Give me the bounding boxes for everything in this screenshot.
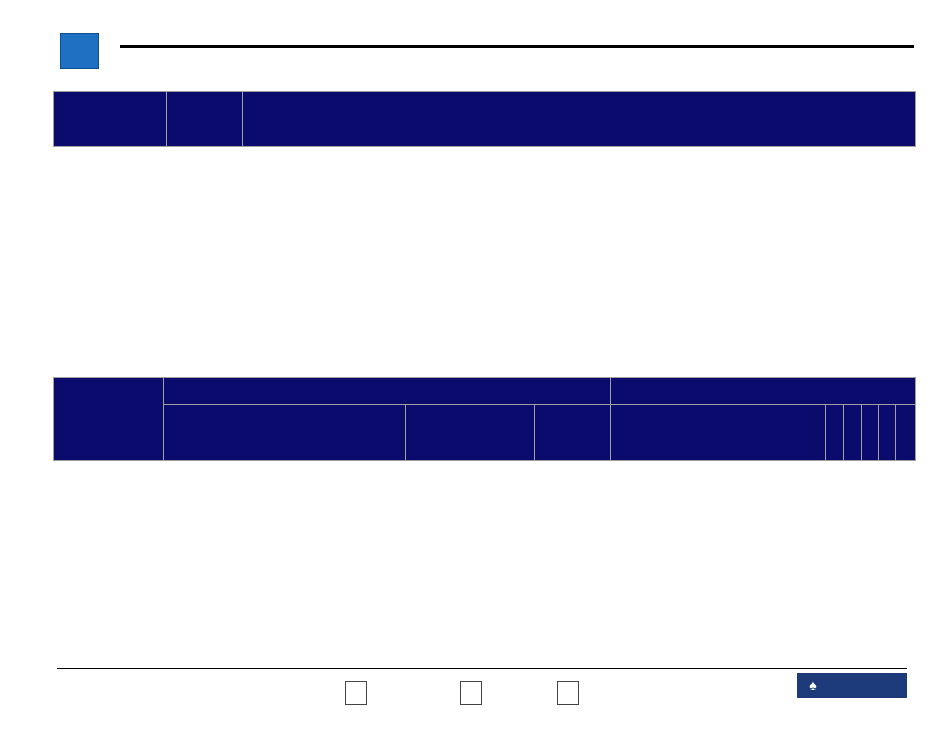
header-current-week xyxy=(164,378,611,405)
header-flag-5 xyxy=(896,405,916,461)
legend-red-box xyxy=(557,681,579,705)
cap-gemini-logo xyxy=(797,673,907,698)
header-accomplishments xyxy=(243,92,916,147)
header-flag-1 xyxy=(826,405,844,461)
header-workstream xyxy=(54,92,167,147)
header-overall-status xyxy=(167,92,243,147)
header-flag-2 xyxy=(844,405,862,461)
title-divider xyxy=(120,45,914,48)
header-scheduled xyxy=(406,405,535,461)
header-activities xyxy=(164,405,406,461)
header-completion-date xyxy=(535,405,611,461)
footer-divider xyxy=(57,668,907,669)
spade-icon: ♠ xyxy=(798,674,828,697)
american-express-logo xyxy=(60,33,99,69)
legend-yellow-box xyxy=(460,681,482,705)
header-challenges xyxy=(611,378,916,405)
header-flag-3 xyxy=(862,405,879,461)
header-workstream xyxy=(54,378,164,461)
status-table xyxy=(53,91,916,147)
cge-text xyxy=(828,674,906,697)
weekly-table xyxy=(53,377,916,461)
header-description xyxy=(611,405,826,461)
header-flag-4 xyxy=(879,405,896,461)
legend-green-box xyxy=(345,681,367,705)
